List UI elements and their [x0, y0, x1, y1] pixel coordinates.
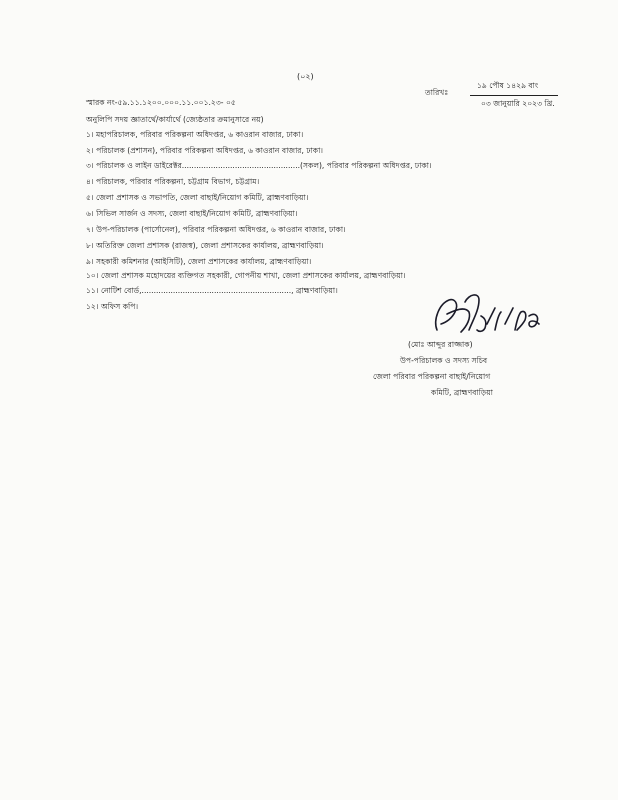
date-label: তারিখঃ [425, 88, 449, 97]
memo-number: স্মারক নং-৫৯.১১.১২০০.০০০.১১.০০১.২৩- ০৫ [86, 98, 236, 107]
recipient-item: ৮। অতিরিক্ত জেলা প্রশাসক (রাজস্ব), জেলা প্রশাসকের কার্যালয়, ব্রাহ্মণবাড়িয়া। [86, 241, 324, 250]
recipient-item: ৯। সহকারী কমিশনার (আইসিটি), জেলা প্রশাসকের কার্যালয়, ব্রাহ্মণবাড়িয়া। [86, 257, 312, 266]
recipient-item: ১১। নোটিশ বোর্ড,.............................................................., ব্রাহ্মণবাড়িয়া। [86, 286, 338, 295]
cc-heading: অনুলিপি সদয় জ্ঞাতার্থে/কার্যার্থে (জ্যেষ্ঠতার ক্রমানুসারে নয়) [86, 115, 264, 124]
recipient-item: ১০। জেলা প্রশাসক মহোদয়ের ব্যক্তিগত সহকারী, গোপনীয় শাখা, জেলা প্রশাসকের কার্যালয়, ব্রাহ্মণবাড়িয়া। [86, 271, 406, 280]
recipient-item: ১২। অফিস কপি। [86, 302, 139, 311]
recipient-item: ৫। জেলা প্রশাসক ও সভাপতি, জেলা বাছাই/নিয়োগ কমিটি, ব্রাহ্মণবাড়িয়া। [86, 193, 309, 202]
page-number: (০২) [297, 72, 314, 81]
recipient-item: ৩। পরিচালক ও লাইন ডাইরেক্টর.................................................(সকল), পরিবার পরিকল্পনা অধিদপ্তর, ঢাকা। [86, 161, 432, 170]
recipient-item: ১। মহাপরিচালক, পরিবার পরিকল্পনা অধিদপ্তর, ৬ কাওরান বাজার, ঢাকা। [86, 130, 304, 139]
date-english: ০৩ জানুয়ারি ২০২৩ খ্রি. [481, 99, 555, 108]
date-divider [470, 95, 558, 96]
recipient-item: ২। পরিচালক (প্রশাসন), পরিবার পরিকল্পনা অধিদপ্তর, ৬ কাওরান বাজার, ঢাকা। [86, 146, 324, 155]
signatory-organization-line1: জেলা পরিবার পরিকল্পনা বাছাই/নিয়োগ [373, 372, 491, 381]
signatory-designation: উপ-পরিচালক ও সদস্য সচিব [400, 356, 488, 365]
signatory-name: (মোঃ আব্দুর রাজ্জাক) [408, 340, 473, 349]
signatory-organization-line2: কমিটি, ব্রাহ্মণবাড়িয়া [431, 388, 493, 397]
recipient-item: ৬। সিভিল সার্জন ও সদস্য, জেলা বাছাই/নিয়োগ কমিটি, ব্রাহ্মণবাড়িয়া। [86, 209, 298, 218]
date-bengali: ১৯ পৌষ ১৪২৯ বাং [477, 81, 539, 90]
handwritten-signature [425, 290, 555, 342]
recipient-item: ৭। উপ-পরিচালক (পার্সোনেল), পরিবার পরিকল্পনা অধিদপ্তর, ৬ কাওরান বাজার, ঢাকা। [86, 225, 346, 234]
recipient-item: ৪। পরিচালক, পরিবার পরিকল্পনা, চট্টগ্রাম বিভাগ, চট্টগ্রাম। [86, 177, 260, 186]
